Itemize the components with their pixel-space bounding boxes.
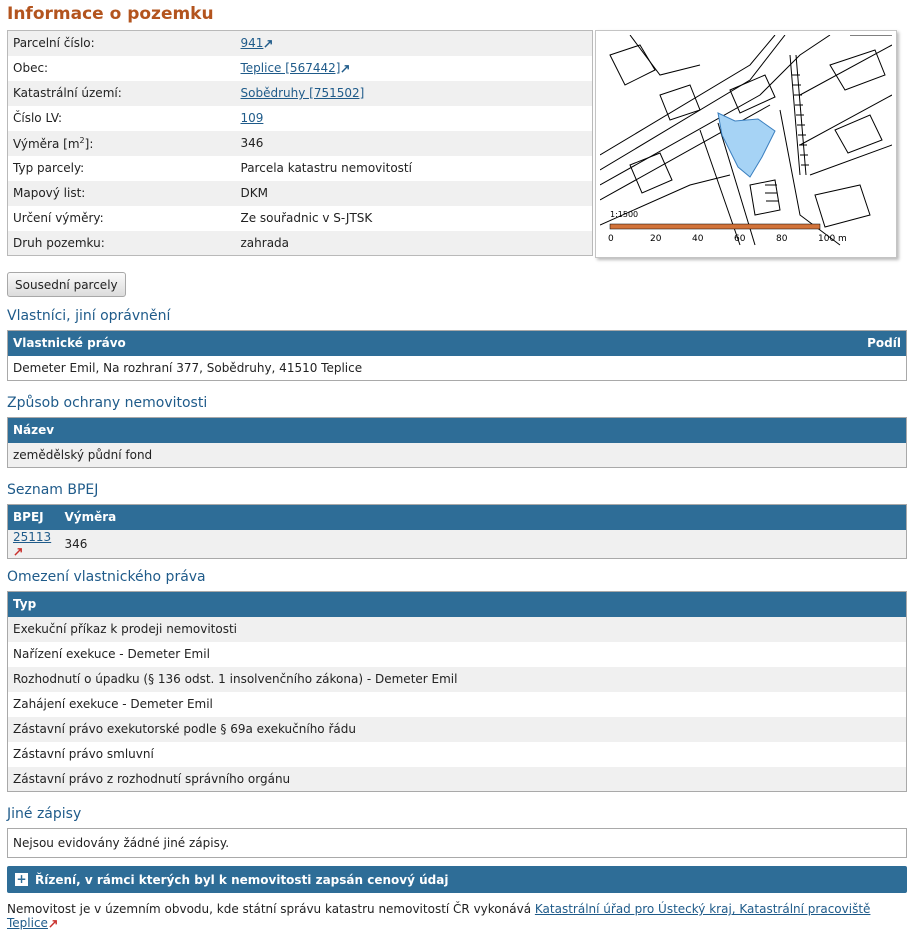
bpej-title: Seznam BPEJ bbox=[7, 482, 99, 498]
restriction-row: Exekuční příkaz k prodeji nemovitosti bbox=[8, 617, 907, 642]
info-value: zahrada bbox=[236, 231, 593, 256]
info-value: Ze souřadnic v S-JTSK bbox=[240, 211, 373, 225]
owner-row: Demeter Emil, Na rozhraní 377, Sobědruhy, 41510 Teplice bbox=[8, 356, 907, 381]
info-value bbox=[236, 31, 593, 56]
bpej-area-cell: 346 bbox=[60, 530, 907, 559]
restriction-row: Zástavní právo z rozhodnutí správního orgánu bbox=[8, 767, 907, 792]
bpej-col-area: Výměra bbox=[60, 505, 907, 530]
footer-text: Nemovitost je v územním obvodu, kde státní správu katastru nemovitostí ČR vykonává bbox=[7, 902, 535, 916]
cadastral-office-link[interactable]: Katastrální úřad pro Ústecký kraj, Katastrální pracoviště Teplice bbox=[7, 902, 871, 930]
bpej-code-link[interactable]: 25113 bbox=[13, 529, 52, 544]
info-row bbox=[8, 56, 593, 81]
scale-tick-label: 20 bbox=[650, 234, 662, 244]
protection-title: Způsob ochrany nemovitosti bbox=[7, 395, 208, 411]
info-label: Katastrální území: bbox=[8, 81, 236, 106]
scale-tick-label: 40 bbox=[692, 234, 704, 244]
page-title: Informace o pozemku bbox=[7, 4, 214, 24]
info-value bbox=[236, 56, 593, 81]
scale-tick-label: 80 bbox=[776, 234, 788, 244]
other-records-box: Nejsou evidovány žádné jiné zápisy. bbox=[7, 828, 907, 858]
scale-tick-label: 60 bbox=[734, 234, 746, 244]
cadastral-map[interactable] bbox=[595, 30, 897, 258]
external-link-icon[interactable] bbox=[341, 64, 350, 73]
bpej-table bbox=[7, 504, 907, 559]
info-value bbox=[236, 106, 593, 131]
bpej-col-code: BPEJ bbox=[8, 505, 60, 530]
info-row bbox=[8, 81, 593, 106]
info-value bbox=[236, 81, 593, 106]
info-value-link[interactable]: 941 bbox=[240, 36, 264, 51]
expand-plus-icon[interactable]: + bbox=[16, 872, 27, 886]
parcel-info-table bbox=[7, 30, 593, 256]
info-row bbox=[8, 181, 593, 206]
map-canvas[interactable] bbox=[600, 35, 892, 253]
info-row bbox=[8, 231, 593, 256]
restrictions-table bbox=[7, 591, 907, 792]
info-value-link[interactable]: Sobědruhy [751502] bbox=[240, 86, 365, 100]
restriction-row: Zástavní právo smluvní bbox=[13, 747, 154, 761]
info-label: Výměra $[m^2]$: bbox=[8, 131, 236, 156]
restriction-row: Zahájení exekuce - Demeter Emil bbox=[13, 697, 213, 711]
info-row bbox=[8, 31, 593, 56]
info-value-link[interactable]: Teplice [567442] bbox=[240, 61, 341, 75]
protection-table bbox=[7, 417, 907, 468]
info-row bbox=[8, 206, 593, 231]
price-records-toggle[interactable] bbox=[7, 866, 907, 893]
protection-col-name: Název bbox=[8, 418, 907, 443]
scale-tick-label: 0 bbox=[608, 234, 614, 244]
info-label: Typ parcely: bbox=[13, 161, 85, 175]
external-link-icon[interactable] bbox=[264, 39, 273, 48]
restriction-row: Zástavní právo exekutorské podle § 69a exekučního řádu bbox=[8, 717, 907, 742]
info-value: DKM bbox=[236, 181, 593, 206]
scale-tick-label: 100 m bbox=[818, 234, 847, 244]
owners-col-right-of-ownership: Vlastnické právo bbox=[8, 331, 669, 356]
neighbors-button[interactable]: Sousední parcely bbox=[7, 272, 126, 297]
info-label: Parcelní číslo: bbox=[8, 31, 236, 56]
protection-row: zemědělský půdní fond bbox=[8, 443, 907, 468]
footer-note bbox=[7, 902, 912, 930]
owners-table bbox=[7, 330, 907, 381]
info-row bbox=[8, 131, 593, 156]
info-label: Obec: bbox=[13, 61, 49, 75]
map-scale-label: 1:1500 bbox=[610, 210, 639, 219]
info-label: Mapový list: bbox=[8, 181, 236, 206]
info-label: Určení výměry: bbox=[13, 211, 104, 225]
info-label: Druh pozemku: bbox=[8, 231, 236, 256]
info-label: Číslo LV: bbox=[13, 111, 63, 125]
price-records-label: Řízení, v rámci kterých byl k nemovitosti zapsán cenový údaj bbox=[35, 872, 449, 887]
info-value: Parcela katastru nemovitostí bbox=[240, 161, 412, 175]
info-row bbox=[8, 156, 593, 181]
bpej-code-cell bbox=[8, 530, 60, 559]
other-records-title: Jiné zápisy bbox=[7, 806, 82, 822]
info-row bbox=[8, 106, 593, 131]
restrictions-title: Omezení vlastnického práva bbox=[7, 569, 206, 585]
owners-col-share: Podíl bbox=[669, 331, 907, 356]
external-link-icon[interactable] bbox=[14, 547, 23, 556]
restriction-row: Nařízení exekuce - Demeter Emil bbox=[13, 647, 210, 661]
info-value-link[interactable]: 109 bbox=[240, 111, 264, 125]
restriction-row: Rozhodnutí o úpadku (§ 136 odst. 1 insolvenčního zákona) - Demeter Emil bbox=[8, 667, 907, 692]
owners-title: Vlastníci, jiní oprávnění bbox=[7, 308, 171, 324]
info-value: 346 bbox=[236, 131, 593, 156]
restrictions-col-type: Typ bbox=[8, 592, 907, 617]
